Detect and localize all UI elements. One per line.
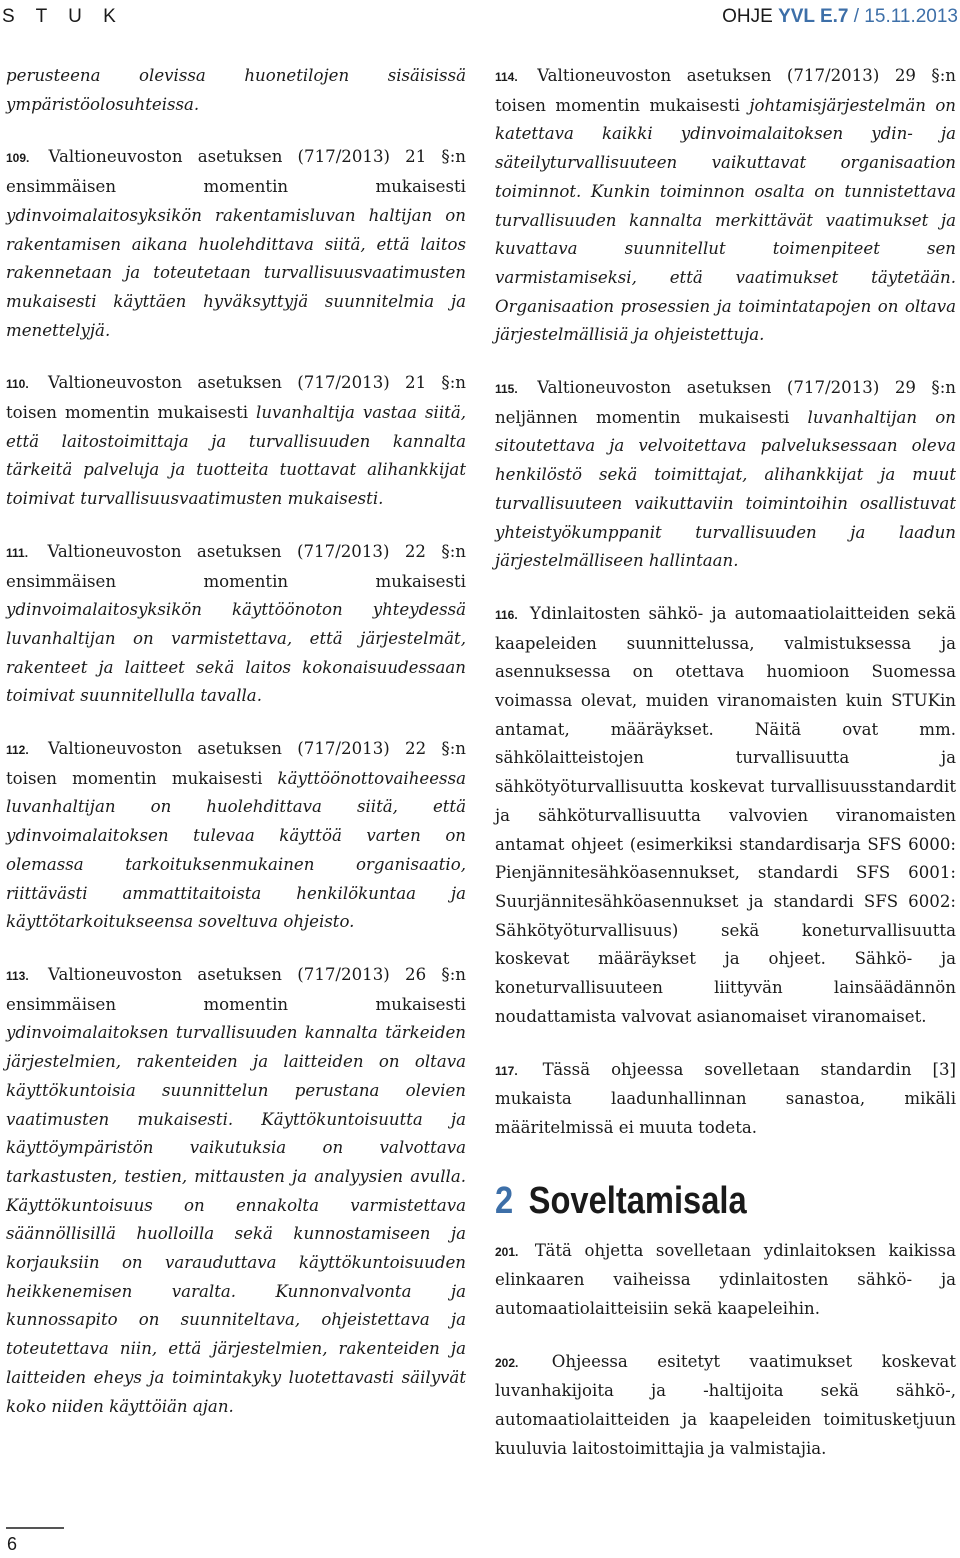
paragraph-text: Tässä ohjeessa sovelletaan standardin [3] mukaista laadunhallinnan sanastoa, mikäli määritelmissä ei muuta todeta. [495,1059,956,1137]
right-column [495,62,956,1488]
paragraph-117 [495,1056,956,1143]
paragraph-number: 202. [495,1355,519,1370]
paragraph-number: 110. [6,377,29,392]
paragraph-text: Ohjeessa esitetyt vaatimukset koskevat luvanhakijoita ja -haltijoita sekä sähkö-, automaatiolaitteiden ja kaapeleiden toimitusketjuun kuuluvia laitostoimittajia ja valmistajia. [495,1351,956,1458]
paragraph-202 [495,1348,956,1464]
paragraph-116 [495,600,956,1032]
paragraph-112 [6,735,466,937]
paragraph-text: Valtioneuvoston asetuksen (717/2013) 29 §:n neljännen momentin mukaisesti [495,378,956,427]
paragraph-111 [6,538,466,711]
section-number: 2 [495,1179,514,1222]
paragraph-109 [6,143,466,345]
footer-rule [6,1527,64,1529]
paragraph-text: Valtioneuvoston asetuksen (717/2013) 22 §:n ensimmäisen momentin mukaisesti [6,541,466,591]
guide-date: / 15.11.2013 [848,6,958,27]
guide-identifier [722,6,958,28]
stuk-brand: S T U K [2,6,124,27]
paragraph-text: Tätä ohjetta sovelletaan ydinlaitoksen kaikissa elinkaaren vaiheissa ydinlaitosten sähkö- ja automaatiolaitteisiin sekä kaapeleihin. [495,1240,956,1319]
intro-continuation: perusteena olevissa huonetilojen sisäisissä ympäristöolosuhteissa. [6,66,466,114]
paragraph-text: Valtioneuvoston asetuksen (717/2013) 26 §:n ensimmäisen momentin mukaisesti [6,964,466,1014]
paragraph-number: 117. [495,1063,518,1078]
section-title: Soveltamisala [528,1179,747,1222]
guide-prefix: OHJE [722,6,779,27]
paragraph-number: 109. [6,151,30,166]
paragraph-number: 113. [6,968,29,983]
paragraph-number: 115. [495,382,518,397]
page-header [0,6,960,34]
section-heading [495,1181,891,1221]
paragraph-110 [6,369,466,514]
paragraph-number: 116. [495,607,518,622]
paragraph-115 [495,374,956,576]
paragraph-quote: luvanhaltijan on sitoutettava ja velvoitettava palveluksessaan oleva henkilöstö sekä toimittajat, alihankkijat ja muut turvallisuuteen vaikuttaviin toimintoihin osallistuvat yhteistyökumppanit turvallisuuden ja laadun järjestelmälliseen hallintaan. [495,407,956,571]
paragraph-number: 201. [495,1244,519,1259]
paragraph-quote: ydinvoimalaitoksen turvallisuuden kannalta tärkeiden järjestelmien, rakenteiden ja laitteiden on oltava käyttökuntoisia suunnittelun perustana olevien vaatimusten mukaisesti. Käyttökuntoisuutta ja käyttöympäristön vaikutuksia on valvottava tarkastusten, testien, mittausten ja analyysien avulla. Käyttökuntoisuus on ennakolta varmistettava säännöllisillä huolloilla sekä kunnostamiseen ja korjauksiin on varauduttava käyttökuntoisuuden heikkenemisen varalta. Kunnonvalvonta ja kunnossapito on suunniteltava, ohjeistettava ja toteutettava niin, että järjestelmien, rakenteiden ja laitteiden eheys ja toimintakyky luotettavasti säilyvät koko niiden käyttöiän ajan. [6,1023,466,1416]
paragraph-number: 111. [6,545,29,560]
paragraph-201 [495,1237,956,1324]
paragraph-quote: luvanhaltija vastaa siitä, että laitostoimittaja ja turvallisuuden kannalta tärkeitä palveluja ja tuotteita tuottavat alihankkijat toimivat turvallisuusvaatimusten mukaisesti. [6,403,466,509]
paragraph-text: Valtioneuvoston asetuksen (717/2013) 22 §:n toisen momentin mukaisesti [6,739,466,788]
paragraph-text: Valtioneuvoston asetuksen (717/2013) 29 §:n toisen momentin mukaisesti [495,66,956,115]
paragraph-text: Valtioneuvoston asetuksen (717/2013) 21 §:n ensimmäisen momentin mukaisesti [6,147,466,197]
guide-code: YVL E.7 [778,6,849,27]
paragraph-quote: ydinvoimalaitosyksikön käyttöönoton yhteydessä luvanhaltijan on varmistettava, että järjestelmät, rakenteet ja laitteet sekä laitos kokonaisuudessaan toimivat suunnitellulla tavalla. [6,600,466,706]
paragraph-113 [6,961,466,1421]
left-column [6,62,466,1445]
paragraph-text: Ydinlaitosten sähkö- ja automaatiolaitteiden sekä kaapeleiden suunnittelussa, valmistuksessa ja asennuksessa on otettava huomioon Suomessa voimassa olevat, muiden viranomaisten kuin STUKin antamat, määräykset. Näitä ovat mm. sähkölaitteistojen turvallisuutta ja sähkötyöturvallisuutta koskevat turvallisuusstandardit ja sähköturvallisuutta valvovien viranomaisten antamat ohjeet (esimerkiksi standardisarja SFS 6000: Pienjännitesähköasennukset, standardi SFS 6001: Suurjännitesähköasennukset ja standardi SFS 6002: Sähkötyöturvallisuus) sekä koneturvallisuutta koskevat määräykset ja ohjeet. Sähkö- ja koneturvallisuuteen liittyvän lainsäädännön noudattamista valvovat asianomaiset viranomaiset. [495,603,956,1026]
page-number: 6 [7,1534,18,1554]
paragraph-number: 112. [6,743,29,758]
paragraph-quote: johtamisjärjestelmän on katettava kaikki ydinvoimalaitoksen ydin- ja säteilyturvallisuuteen vaikuttavat organisaation toiminnot. Kunkin toiminnon osalta on tunnistettava turvallisuuden kannalta merkittävät vaatimukset ja kuvattava suunnitellut toimenpiteet sen varmistamiseksi, että vaatimukset täytetään. Organisaation prosessien ja toimintatapojen on oltava järjestelmällisiä ja ohjeistettuja. [495,95,956,345]
paragraph-number: 114. [495,70,518,84]
paragraph-114 [495,62,956,350]
paragraph-quote: ydinvoimalaitosyksikön rakentamisluvan haltijan on rakentamisen aikana huolehdittava siitä, että laitos rakennetaan ja toteutetaan turvallisuusvaatimusten mukaisesti käyttäen hyväksyttyjä suunnitelmia ja menettelyjä. [6,205,466,340]
paragraph-text: Valtioneuvoston asetuksen (717/2013) 21 §:n toisen momentin mukaisesti [6,373,466,423]
paragraph-quote: käyttöönottovaiheessa luvanhaltijan on huolehdittava siitä, että ydinvoimalaitoksen tulevaa käyttöä varten on olemassa tarkoituksenmukainen organisaatio, riittävästi ammattitaitoista henkilökuntaa ja käyttötarkoitukseensa soveltuva ohjeisto. [6,768,466,932]
